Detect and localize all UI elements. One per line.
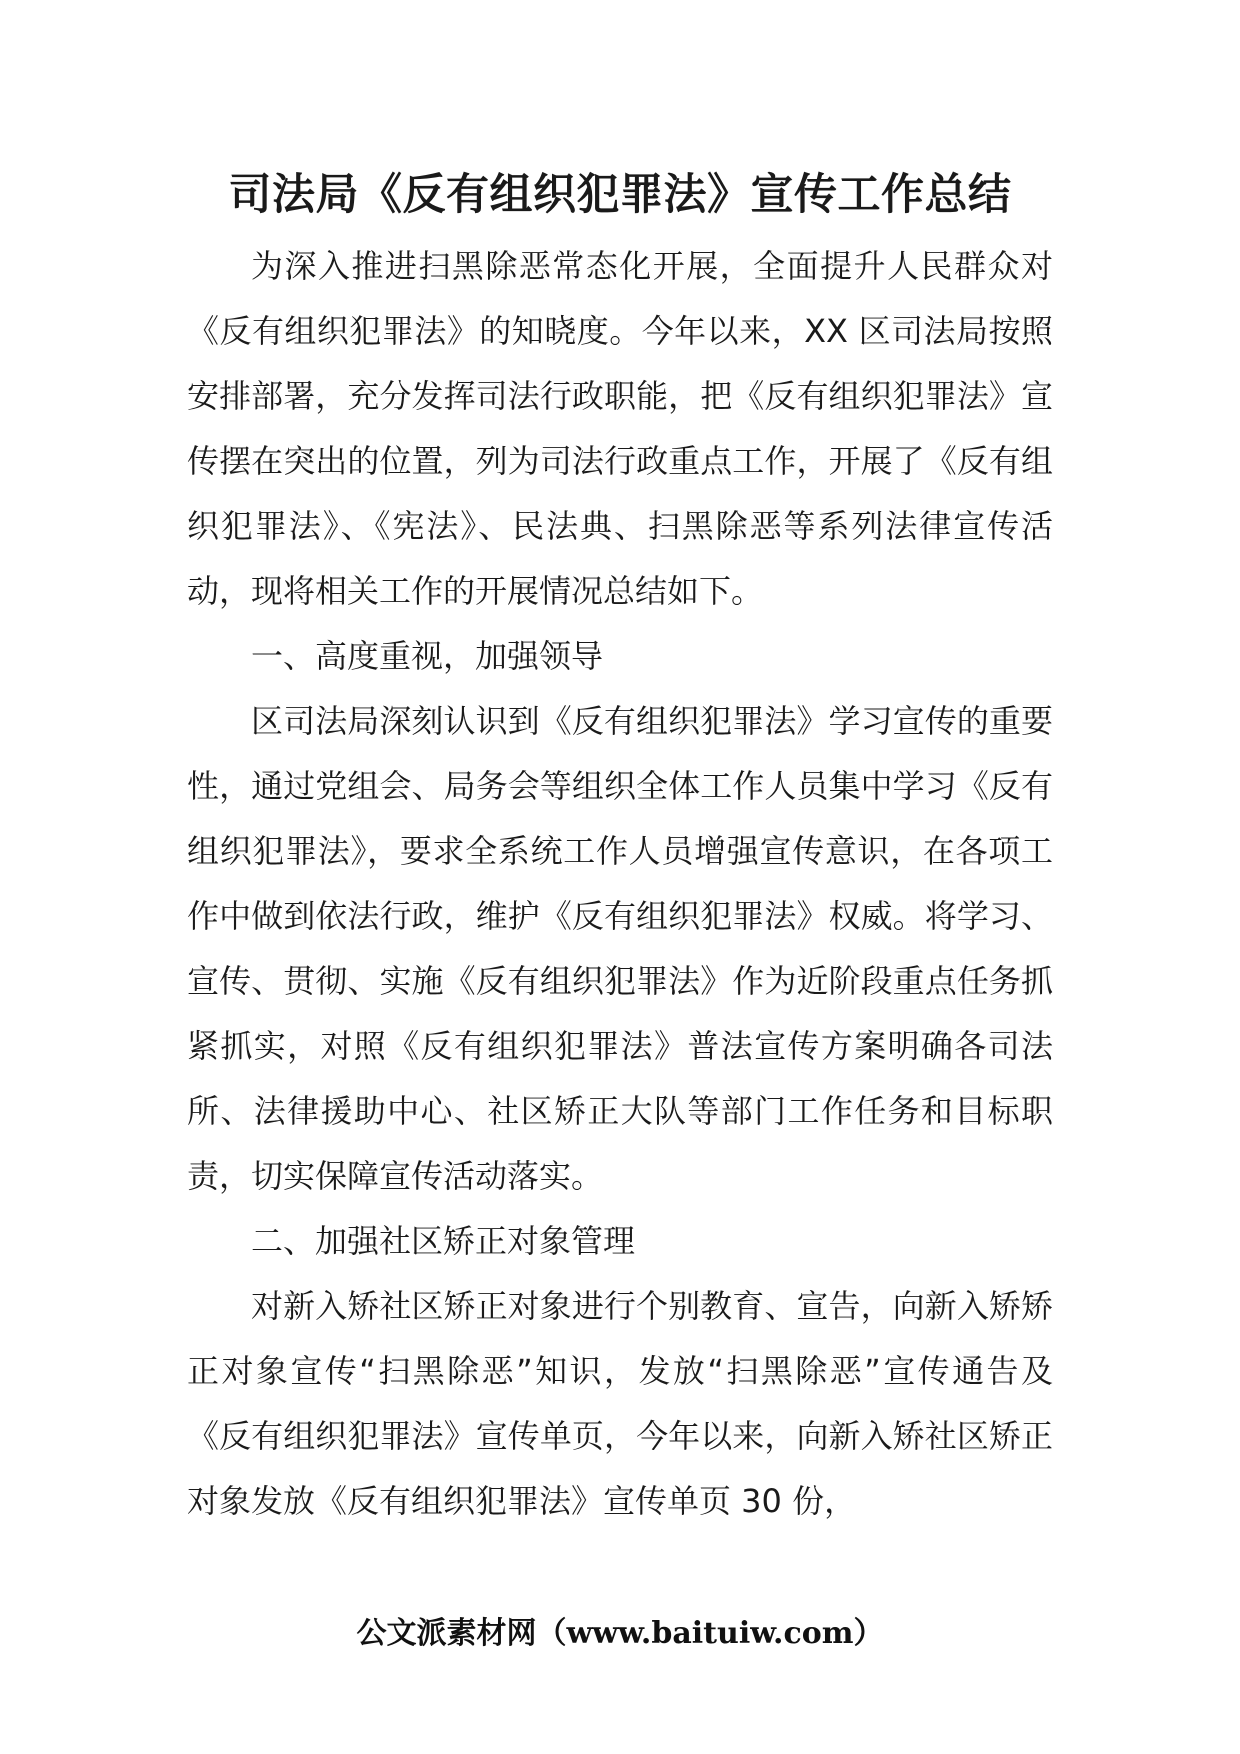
section-heading-1: 一、高度重视，加强领导	[251, 637, 604, 675]
section-heading-2: 二、加强社区矫正对象管理	[251, 1222, 636, 1260]
document-body	[187, 234, 1053, 1534]
intro-paragraph: 为深入推进扫黑除恶常态化开展，全面提升人民群众对《反有组织犯罪法》的知晓度。今年以来，XX 区司法局按照安排部署，充分发挥司法行政职能，把《反有组织犯罪法》宣传摆在突出的位置，列为司法行政重点工作，开展了《反有组织犯罪法》、《宪法》、民法典、扫黑除恶等系列法律宣传活动，现将相关工作的开展情况总结如下。	[187, 247, 1053, 610]
document-title: 司法局《反有组织犯罪法》宣传工作总结	[228, 170, 1012, 220]
footer-watermark: 公文派素材网（www.baituiw.com）	[356, 1616, 884, 1651]
section-paragraph-2: 对新入矫社区矫正对象进行个别教育、宣告，向新入矫矫正对象宣传“扫黑除恶”知识，发放“扫黑除恶”宣传通告及《反有组织犯罪法》宣传单页，今年以来，向新入矫社区矫正对象发放《反有组织犯罪法》宣传单页 30 份，	[187, 1287, 1053, 1520]
section-paragraph-1: 区司法局深刻认识到《反有组织犯罪法》学习宣传的重要性，通过党组会、局务会等组织全体工作人员集中学习《反有组织犯罪法》，要求全系统工作人员增强宣传意识，在各项工作中做到依法行政，维护《反有组织犯罪法》权威。将学习、宣传、贯彻、实施《反有组织犯罪法》作为近阶段重点任务抓紧抓实，对照《反有组织犯罪法》普法宣传方案明确各司法所、法律援助中心、社区矫正大队等部门工作任务和目标职责，切实保障宣传活动落实。	[187, 702, 1053, 1195]
